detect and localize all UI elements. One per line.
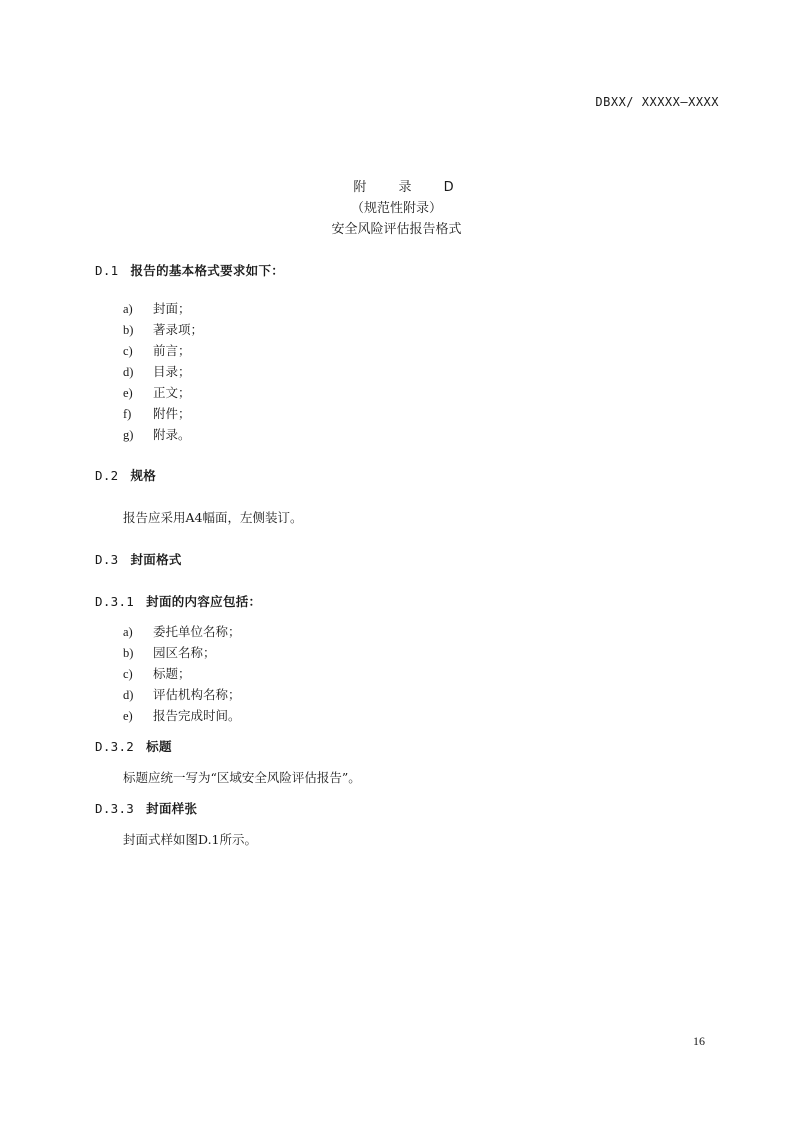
paragraph: 标题应统一写为“区域安全风险评估报告”。	[123, 770, 361, 785]
section-number: D.3.1	[95, 594, 135, 609]
list-item	[123, 706, 241, 724]
appendix-label: 附 录 D	[353, 180, 468, 195]
list-text: 正文；	[153, 385, 191, 400]
list-item	[123, 643, 216, 661]
list-text: 评估机构名称；	[153, 687, 241, 702]
section-title: 封面样张	[146, 801, 198, 816]
list-marker: e)	[123, 386, 133, 400]
list-item	[123, 383, 191, 401]
list-text: 附录。	[153, 427, 191, 442]
list-item	[123, 685, 241, 703]
list-item	[123, 622, 241, 640]
list-marker: a)	[123, 302, 133, 316]
section-title: 封面的内容应包括：	[146, 594, 262, 609]
section-title: 标题	[146, 739, 172, 754]
list-marker: f)	[123, 407, 132, 421]
section-title: 规格	[130, 468, 157, 483]
section-heading-d3-2	[95, 737, 172, 755]
section-number: D.3.2	[95, 739, 135, 754]
page-number: 16	[693, 1034, 705, 1048]
appendix-title: 安全风险评估报告格式	[331, 222, 462, 237]
list-marker: d)	[123, 688, 134, 702]
section-heading-d2	[95, 466, 156, 484]
list-marker: b)	[123, 646, 134, 660]
list-marker: b)	[123, 323, 134, 337]
section-title: 报告的基本格式要求如下：	[130, 263, 285, 278]
list-marker: g)	[123, 428, 134, 442]
paragraph: 报告应采用A4幅面，左侧装订。	[123, 510, 303, 525]
list-item	[123, 299, 191, 317]
list-item	[123, 664, 191, 682]
list-text: 前言；	[153, 343, 191, 358]
list-item	[123, 320, 203, 338]
list-text: 委托单位名称；	[153, 624, 241, 639]
appendix-type: （规范性附录）	[350, 201, 442, 216]
section-number: D.1	[95, 263, 119, 278]
list-item	[123, 341, 191, 359]
list-marker: a)	[123, 625, 133, 639]
section-title: 封面格式	[130, 552, 182, 567]
list-item	[123, 425, 191, 443]
list-marker: e)	[123, 709, 133, 723]
list-text: 目录；	[153, 364, 191, 379]
list-text: 著录项；	[153, 322, 204, 337]
section-heading-d1	[95, 261, 284, 279]
list-item	[123, 404, 191, 422]
paragraph: 封面式样如图D.1所示。	[123, 832, 258, 847]
section-heading-d3-3	[95, 799, 197, 817]
section-heading-d3	[95, 550, 182, 568]
section-number: D.3	[95, 552, 119, 567]
list-text: 园区名称；	[153, 645, 216, 660]
section-heading-d3-1	[95, 592, 261, 610]
section-number: D.3.3	[95, 801, 135, 816]
document-code: DBXX/ XXXXX—XXXX	[595, 95, 719, 109]
list-marker: d)	[123, 365, 134, 379]
list-text: 封面；	[153, 301, 191, 316]
list-marker: c)	[123, 667, 133, 681]
list-marker: c)	[123, 344, 133, 358]
list-text: 附件；	[153, 406, 191, 421]
list-item	[123, 362, 191, 380]
section-number: D.2	[95, 468, 119, 483]
list-text: 标题；	[153, 666, 191, 681]
list-text: 报告完成时间。	[153, 708, 241, 723]
